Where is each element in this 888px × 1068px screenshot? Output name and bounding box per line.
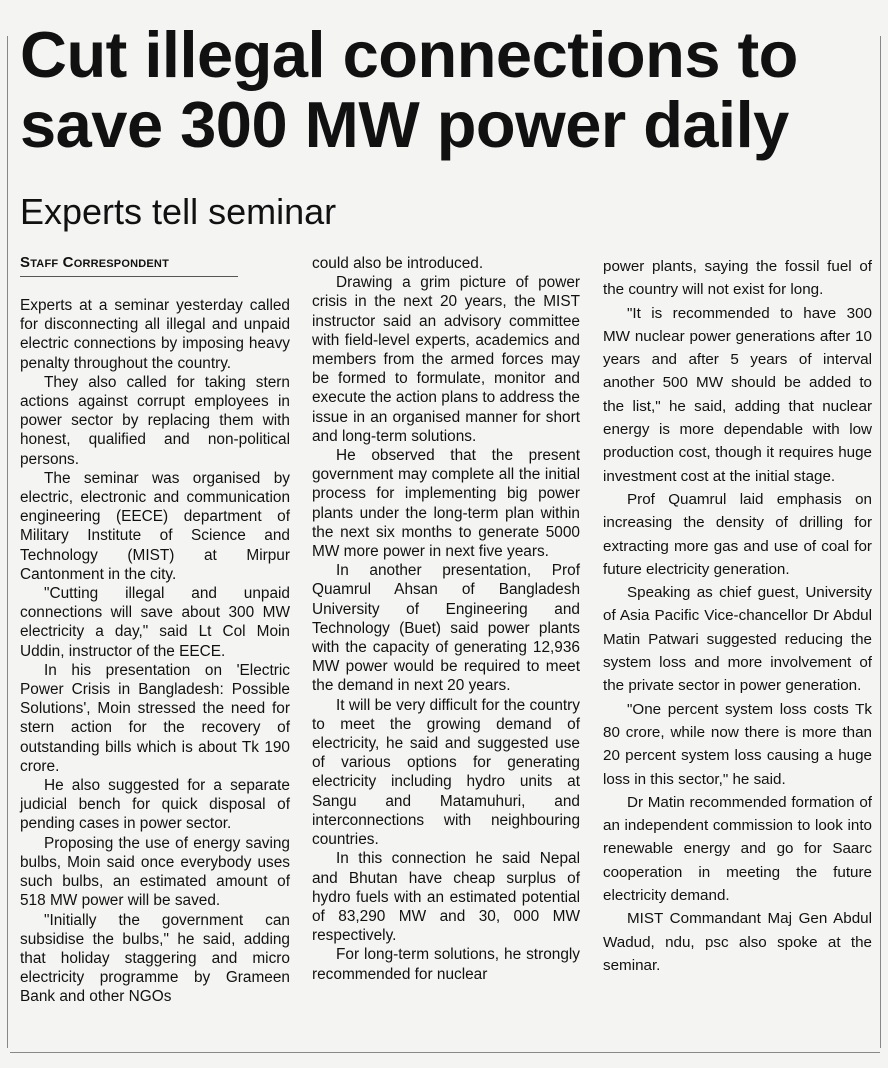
paragraph: could also be introduced. xyxy=(312,255,484,272)
article-column-1 xyxy=(20,254,290,1007)
bottom-rule xyxy=(10,1052,880,1053)
paragraph: "It is recommended to have 300 MW nuclear power generations after 10 years and after 5 years of interval another 500 MW should be added to the list," he said, adding that nuclear energy is more dependable with low production cost, though it requires huge investment cost at the initial stage. xyxy=(603,304,872,485)
paragraph: MIST Commandant Maj Gen Abdul Wadud, ndu, psc also spoke at the seminar. xyxy=(603,910,872,974)
left-column-rule xyxy=(7,36,8,1048)
paragraph: In his presentation on 'Electric Power Crisis in Bangladesh: Possible Solutions', Moin stressed the need for stern action for the recovery of outstanding bills which is about Tk 190 crore. xyxy=(20,661,290,775)
byline: Staff Correspondent xyxy=(20,254,238,277)
paragraph: For long-term solutions, he strongly recommended for nuclear xyxy=(312,946,580,983)
paragraph: "Cutting illegal and unpaid connections will save about 300 MW electricity a day," said Lt Col Moin Uddin, instructor of the EECE. xyxy=(20,585,290,660)
headline: Cut illegal connections to save 300 MW power daily xyxy=(20,18,798,161)
deck-subheadline: Experts tell seminar xyxy=(20,191,337,232)
paragraph: Dr Matin recommended formation of an independent commission to look into renewable energy and go for Saarc cooperation in meeting the future electricity demand. xyxy=(603,793,872,905)
article-column-2 xyxy=(312,254,580,984)
paragraph: "Initially the government can subsidise the bulbs," he said, adding that holiday staggering and micro electricity programme by Grameen Bank and other NGOs xyxy=(20,911,290,1006)
paragraph: Proposing the use of energy saving bulbs, Moin said once everybody uses such bulbs, an estimated amount of 518 MW power will be saved. xyxy=(20,834,290,910)
paragraph: power plants, saying the fossil fuel of the country will not exist for long. xyxy=(603,258,872,299)
paragraph: It will be very difficult for the country to meet the growing demand of electricity, he said and suggested use of various options for generating electricity including hydro units at Sangu and Matamuhuri, and interconnections with neighbouring countries. xyxy=(312,696,580,849)
paragraph: Drawing a grim picture of power crisis in the next 20 years, the MIST instructor said an advisory committee with field-level experts, academics and members from the armed forces may be formed to formulate, monitor and execute the action plans to address the issue in an organised manner for short and long-term solutions. xyxy=(312,274,580,445)
paragraph: Speaking as chief guest, University of Asia Pacific Vice-chancellor Dr Abdul Matin Patwari suggested reducing the system loss and more involvement of the private sector in power generation. xyxy=(603,584,872,695)
paragraph: They also called for taking stern actions against corrupt employees in power sector by replacing them with honest, qualified and non-political persons. xyxy=(20,373,290,468)
paragraph: The seminar was organised by electric, electronic and communication engineering (EECE) department of Military Institute of Science and Technology (MIST) at Mirpur Cantonment in the city. xyxy=(20,469,290,583)
paragraph: He also suggested for a separate judicial bench for quick disposal of pending cases in power sector. xyxy=(20,777,290,833)
article-column-3 xyxy=(603,255,872,977)
paragraph: Prof Quamrul laid emphasis on increasing the density of drilling for extracting more gas and use of coal for future electricity generation. xyxy=(603,490,872,578)
paragraph: In another presentation, Prof Quamrul Ahsan of Bangladesh University of Engineering and Technology (Buet) said power plants with the capacity of generating 12,936 MW power would be required to meet the demand in next 20 years. xyxy=(312,562,580,695)
right-column-rule xyxy=(880,36,881,1048)
paragraph: "One percent system loss costs Tk 80 crore, while now there is more than 20 percent system loss causing a huge loss in this sector," he said. xyxy=(603,700,872,788)
paragraph: Experts at a seminar yesterday called for disconnecting all illegal and unpaid electric connections by imposing heavy penalty throughout the country. xyxy=(20,297,290,372)
paragraph: In this connection he said Nepal and Bhutan have cheap surplus of hydro fuels with an estimated potential of 83,290 MW and 30, 000 MW respectively. xyxy=(312,850,580,945)
paragraph: He observed that the present government may complete all the initial process for implementing big power plants under the long-term plan within the next six months to generate 5000 MW more power in next five years. xyxy=(312,447,580,561)
